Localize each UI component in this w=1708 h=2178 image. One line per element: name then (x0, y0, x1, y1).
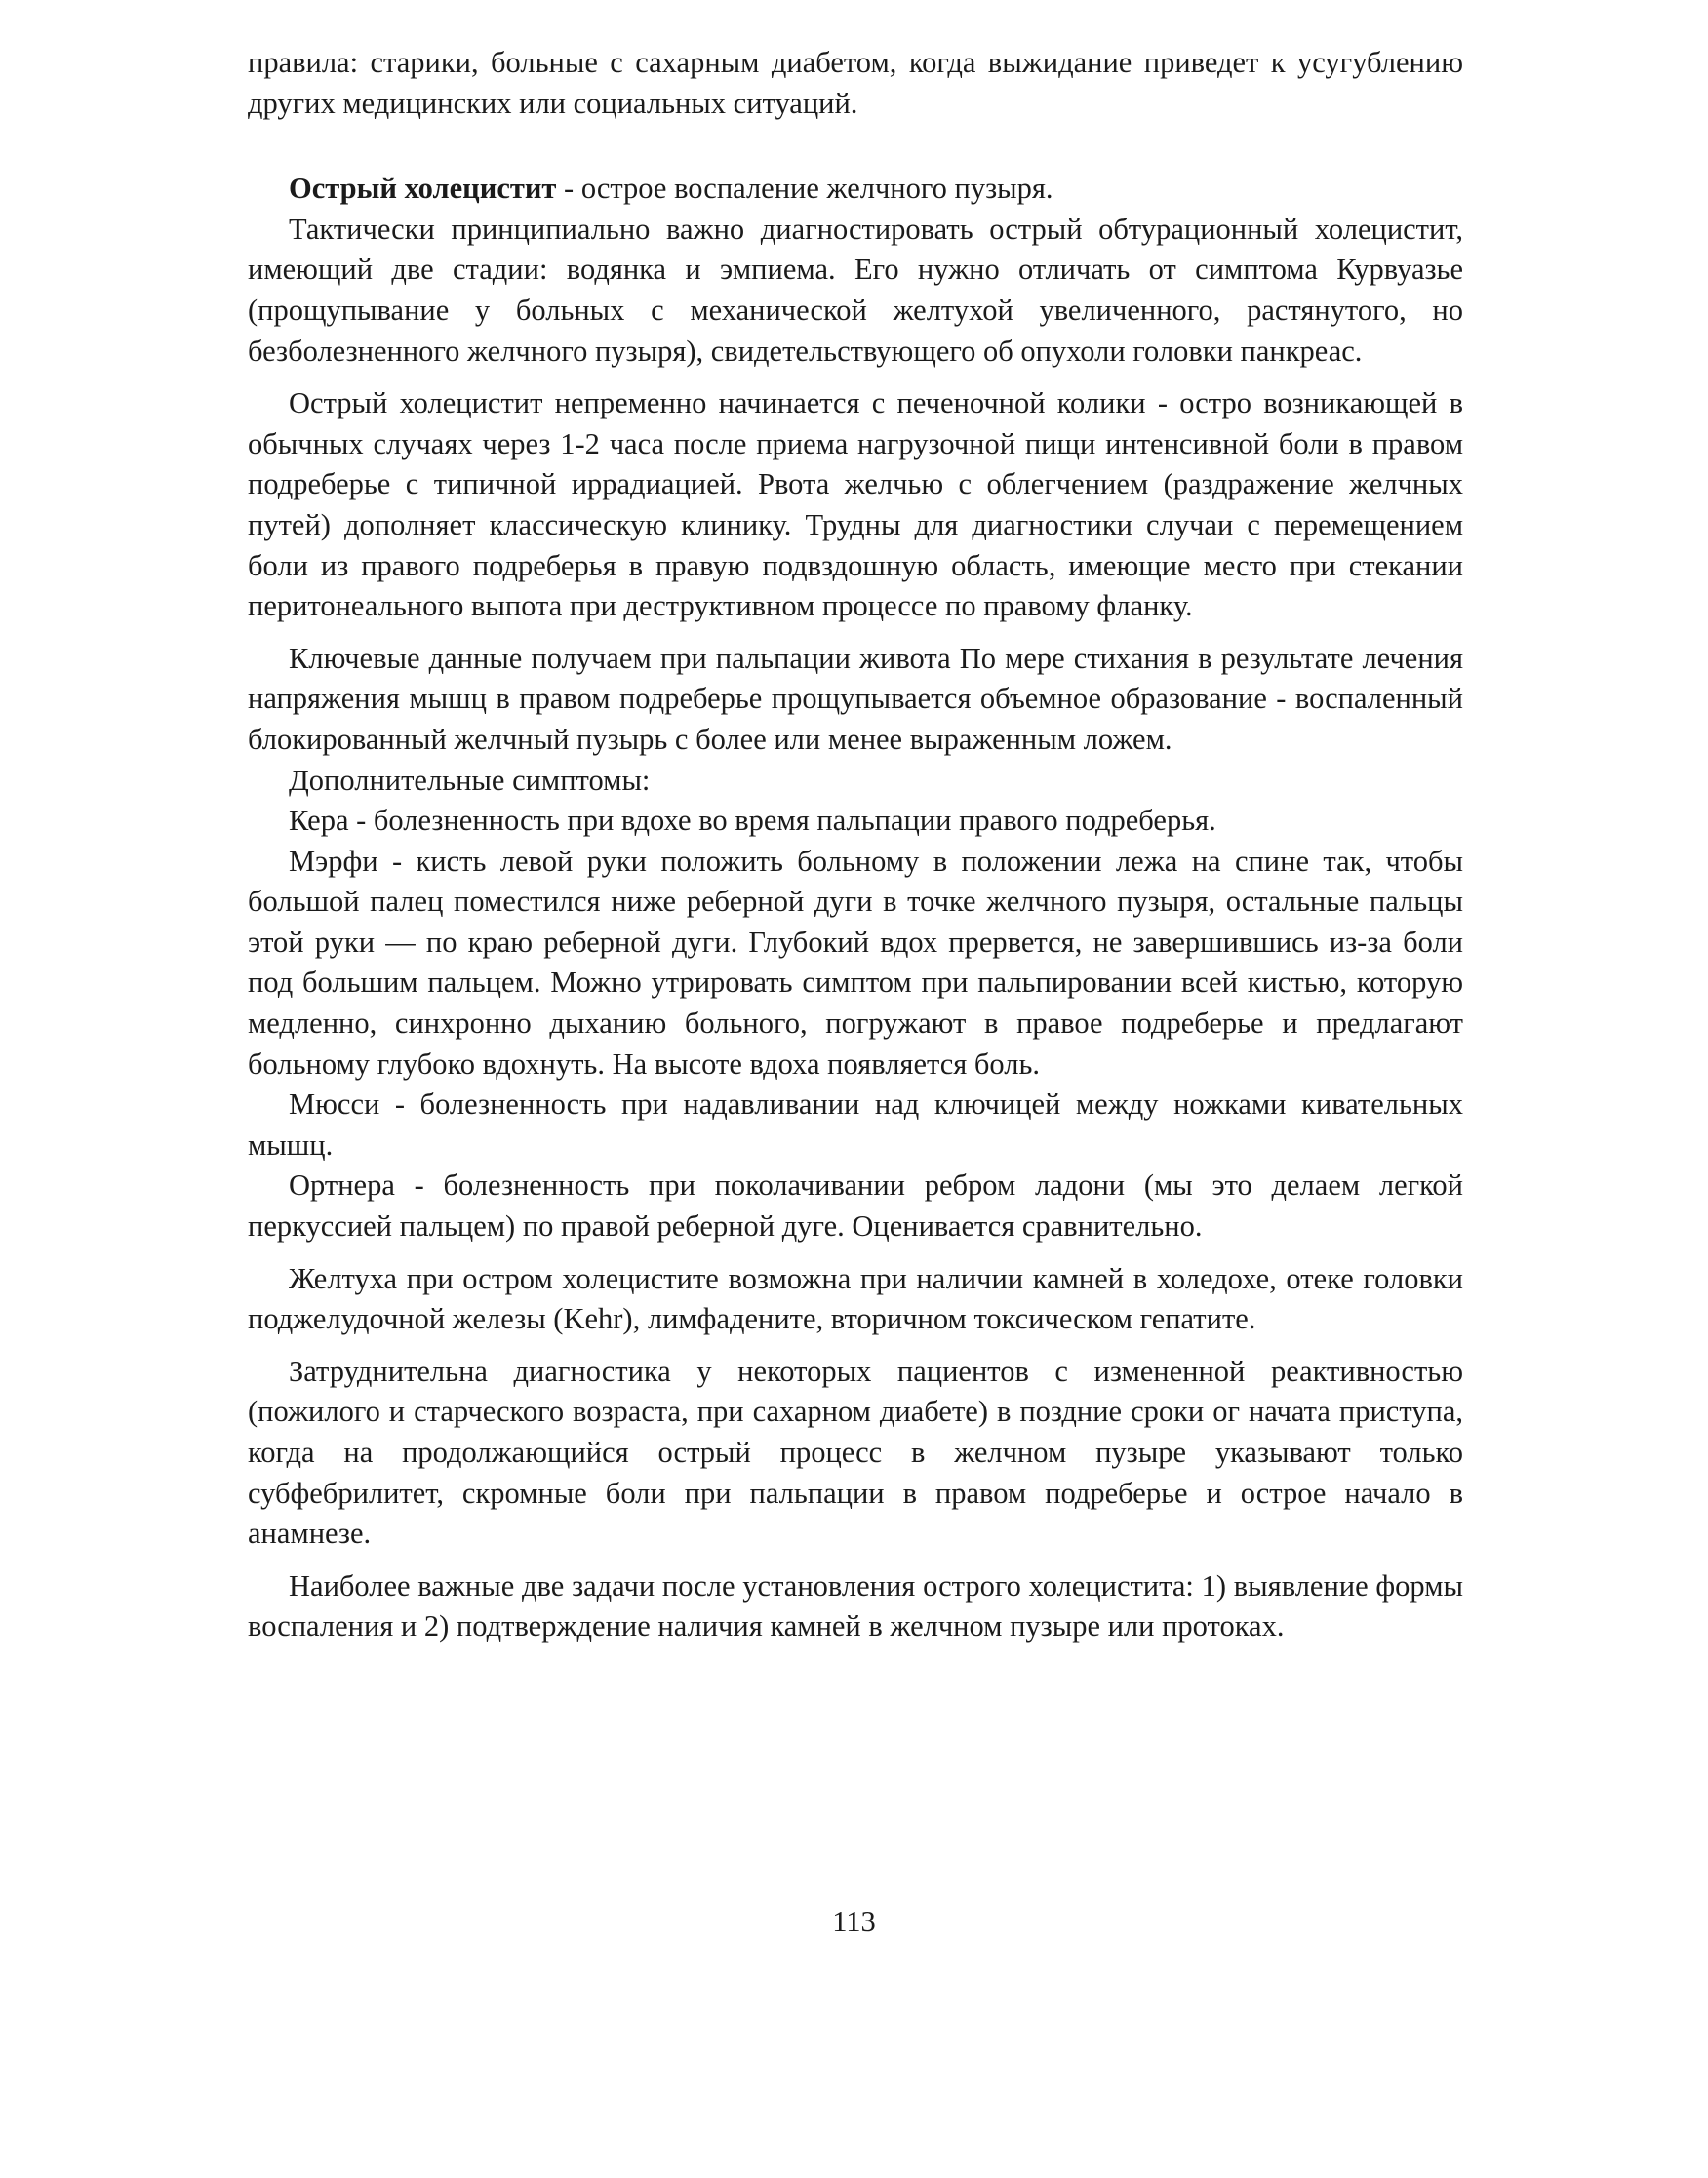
paragraph-difficult-diagnosis: Затруднительна диагностика у некоторых пациентов с измененной реактивностью (пожилого и старческого возраста, при сахарном диабете) в поздние сроки ог начата приступа, когда на продолжающийся острый процесс в желчном пузыре указывают только субфебрилитет, скромные боли при пальпации в правом подреберье и острое начало в анамнезе. (248, 1354, 1463, 1551)
paragraph-additional-symptoms: Дополнительные симптомы: (289, 763, 651, 797)
term-acute-cholecystitis: Острый холецистит (289, 172, 557, 206)
page-number: 113 (832, 1905, 876, 1938)
paragraph-obturation: Тактически принципиально важно диагностировать острый обтурационный холецистит, имеющий две стадии: водянка и эмпиема. Его нужно отличать от симптома Курвуазье (прощупывание у больных с механической желтухой увеличенного, растянутого, но безболезненного желчного пузыря), свидетельствующего об опухоли головки панкреас. (248, 212, 1463, 368)
paragraph-key-tasks: Наиболее важные две задачи после установления острого холецистита: 1) выявление формы воспаления и 2) подтверждение наличия камней в желчном пузыре или протоках. (248, 1568, 1463, 1643)
page-text (248, 43, 1463, 1647)
paragraph-continuation: правила: старики, больные с сахарным диабетом, когда выжидание приведет к усугублению других медицинских или социальных ситуаций. (248, 46, 1463, 120)
paragraph-kehr-sign: Кера - болезненность при вдохе во время пальпации правого подреберья. (289, 804, 1216, 838)
paragraph-palpation: Ключевые данные получаем при пальпации живота По мере стихания в результате лечения напряжения мышц в правом подреберье прощупывается объемное образование - воспаленный блокированный желчный пузырь с более или менее выраженным ложем. (248, 641, 1463, 756)
paragraph-jaundice: Желтуха при остром холецистите возможна при наличии камней в холедохе, отеке головки поджелудочной железы (Kehr), лимфадените, вторичном токсическом гепатите. (248, 1261, 1463, 1336)
paragraph-murphy-sign: Мэрфи - кисть левой руки положить больному в положении лежа на спине так, чтобы большой палец поместился ниже реберной дуги в точке желчного пузыря, остальные пальцы этой руки — по краю реберной дуги. Глубокий вдох прервется, не завершившись из-за боли под большим пальцем. Можно утрировать симптом при пальпировании всей кистью, которую медленно, синхронно дыханию больного, погружают в правое подреберье и предлагают больному глубоко вдохнуть. На высоте вдоха появляется боль. (248, 844, 1463, 1081)
paragraph-ortner-sign: Ортнера - болезненность при поколачивании ребром ладони (мы это делаем легкой перкуссией пальцем) по правой реберной дуге. Оценивается сравнительно. (248, 1168, 1463, 1244)
paragraph-mussy-sign: Мюсси - болезненность при надавливании над ключицей между ножками кивательных мышц. (248, 1088, 1463, 1162)
paragraph-hepatic-colic: Острый холецистит непременно начинается с печеночной колики - остро возникающей в обычных случаях через 1-2 часа после приема нагрузочной пищи интенсивной боли в правом подреберье с типичной иррадиацией. Рвота желчью с облегчением (раздражение желчных путей) дополняет классическую клинику. Трудны для диагностики случаи с перемещением боли из правого подреберья в правую подвздошную область, имеющие место при стекании перитонеального выпота при деструктивном процессе по правому фланку. (248, 386, 1463, 623)
paragraph-acute-cholecystitis-definition: Острый холецистит - острое воспаление желчного пузыря. (289, 172, 1053, 206)
